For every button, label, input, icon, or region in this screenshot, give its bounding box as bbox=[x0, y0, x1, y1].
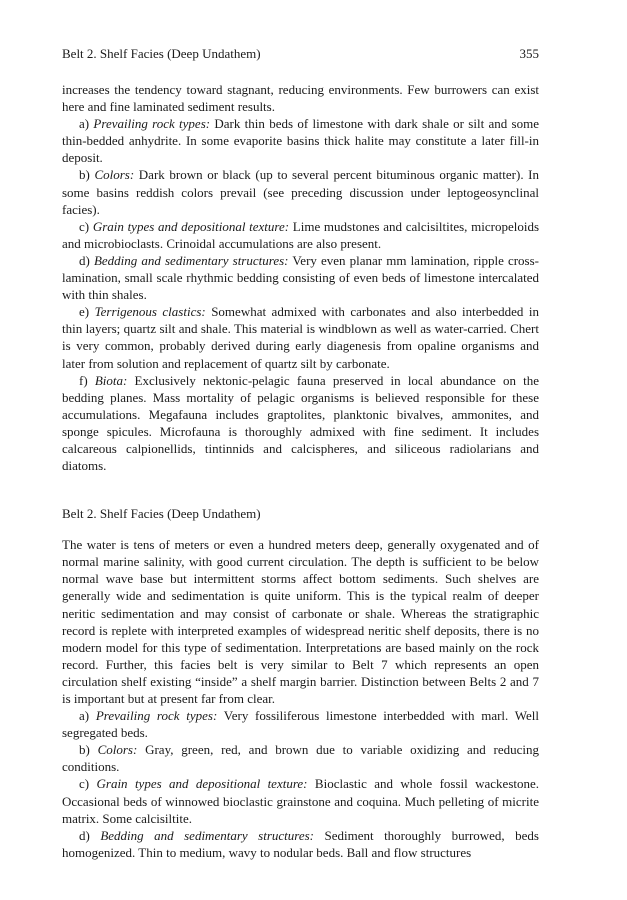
list-item: f) Biota: Exclusively nektonic-pelagic fauna preserved in local abundance on the bedding planes. Mass mortality of pelagic organisms is believed responsible for these accumulations. Megafauna includes graptolites, planktonic bivalves, ammonites, and sponge spicules. Microfauna is thoroughly admixed with fine sediment. It includes calcareous calpionellids, tintinnids and calcispheres, and siliceous radiolarians and diatoms. bbox=[62, 372, 540, 474]
list-item: b) Colors: Gray, green, red, and brown due to variable oxidizing and reducing conditions. bbox=[62, 742, 540, 775]
list-item: d) Bedding and sedimentary structures: Very even planar mm lamination, ripple cross-lamination, small scale rhythmic bedding consisting of even beds of limestone intercalated with thin shales. bbox=[62, 252, 539, 303]
running-title: Belt 2. Shelf Facies (Deep Undathem) bbox=[62, 46, 261, 61]
list-item: a) Prevailing rock types: Dark thin beds of limestone with dark shale or silt and some thin-bedded anhydrite. In some evaporite basins thick halite may constitute a later fill-in deposit. bbox=[62, 116, 539, 166]
belt2-item-list bbox=[62, 707, 539, 861]
section-intro-paragraph: The water is tens of meters or even a hundred meters deep, generally oxygenated and of normal marine salinity, with good current circulation. The depth is sufficient to be below normal wave base but intermittent storms affect bottom sediments. Such shelves are generally wide and sedimentation is quite uniform. This is the typical realm of deeper neritic sedimentation and may consist of carbonate or shale. Whereas the stratigraphic record is replete with interpreted examples of widespread neritic shelf deposits, there is no modern model for this type of sedimentation. Interpretations are based mainly on the rock record. Further, this facies belt is very similar to Belt 7 which represents an open circulation shelf existing “inside” a shelf margin barrier. Distinction between Belts 2 and 7 is important but at present far from clear. bbox=[62, 537, 539, 706]
list-item: b) Colors: Dark brown or black (up to several percent bituminous organic matter). In some basins reddish colors prevail (see preceding discussion under leptogeosynclinal facies). bbox=[62, 167, 539, 217]
list-item: c) Grain types and depositional texture: Lime mudstones and calcisiltites, micropeloids and microbioclasts. Crinoidal accumulations are also present. bbox=[62, 218, 540, 251]
running-head bbox=[62, 45, 539, 67]
belt1-item-list bbox=[62, 115, 539, 474]
continuation-paragraph: increases the tendency toward stagnant, reducing environments. Few burrowers can exist here and fine laminated sediment results. bbox=[62, 82, 539, 115]
page-number: 355 bbox=[519, 46, 539, 61]
page bbox=[62, 45, 539, 861]
list-item: e) Terrigenous clastics: Somewhat admixed with carbonates and also interbedded in thin layers; quartz silt and shale. This material is windblown as well as water-carried. Chert is very common, probably derived during early diagenesis from opaline organisms and later from solution and replacement of quartz silt by carbonate. bbox=[62, 304, 539, 371]
list-item: d) Bedding and sedimentary structures: Sediment thoroughly burrowed, beds homogenized. Thin to medium, wavy to nodular beds. Ball and flow structures bbox=[62, 827, 539, 860]
list-item: c) Grain types and depositional texture: Bioclastic and whole fossil wackestone. Occasional beds of winnowed bioclastic grainstone and coquina. Much pelleting of micrite matrix. Some calcisiltite. bbox=[62, 776, 540, 826]
list-item: a) Prevailing rock types: Very fossiliferous limestone interbedded with marl. Well segregated beds. bbox=[62, 708, 539, 741]
section-heading: Belt 2. Shelf Facies (Deep Undathem) bbox=[62, 506, 261, 522]
